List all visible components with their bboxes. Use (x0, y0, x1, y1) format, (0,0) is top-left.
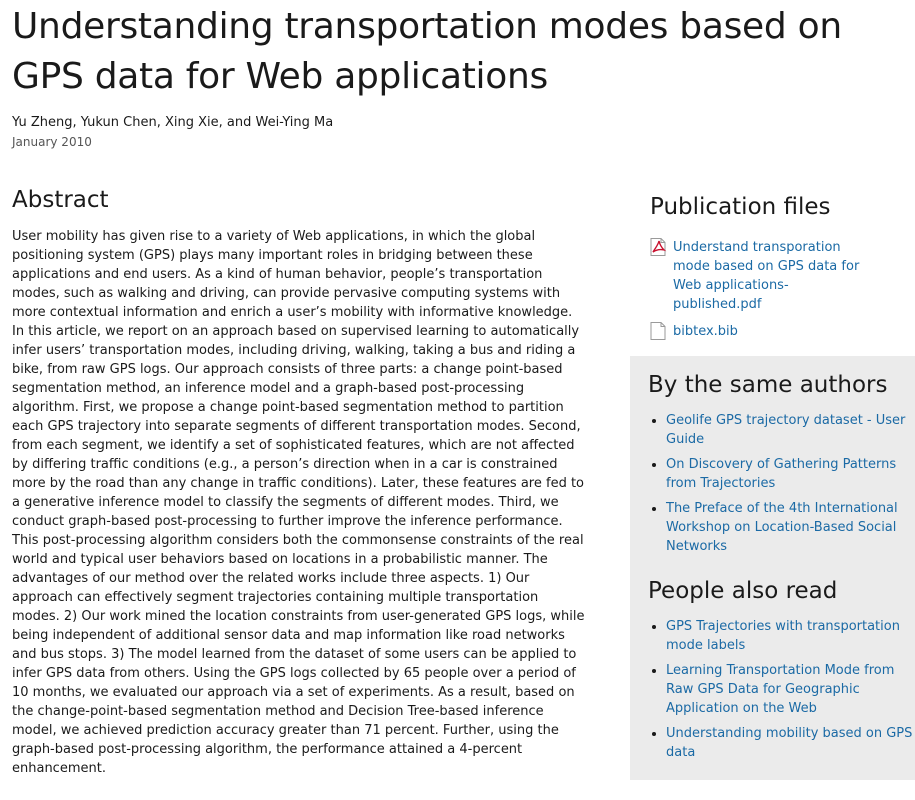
related-link[interactable]: GPS Trajectories with transportation mode labels (666, 619, 900, 653)
pdf-file-icon (650, 238, 673, 256)
related-link[interactable]: On Discovery of Gathering Patterns from Trajectories (666, 457, 897, 491)
list-item (666, 661, 915, 718)
author-list: Yu Zheng, Yukun Chen, Xing Xie, and Wei-Ying Ma (12, 115, 334, 130)
list-item (666, 411, 915, 449)
related-panel (630, 356, 915, 780)
abstract-text: User mobility has given rise to a variety of Web applications, in which the global positioning system (GPS) plays many important roles in bridging between these applications and end users. As a kind of human behavior, people’s transportation modes, such as walking and driving, can provide pervasive computing systems with more contextual information and enrich a user’s mobility with informative knowledge. In this article, we report on an approach based on supervised learning to automatically infer users’ transportation modes, including driving, walking, taking a bus and riding a bike, from raw GPS logs. Our approach consists of three parts: a change point-based segmentation method, an inference model and a graph-based post-processing algorithm. First, we propose a change point-based segmentation method to partition each GPS trajectory into separate segments of different transportation modes. Second, from each segment, we identify a set of sophisticated features, which are not affected by differing traffic conditions (e.g., a person’s direction when in a car is constrained more by the road than any change in traffic conditions). Later, these features are fed to a generative inference model to classify the segments of different modes. Third, we conduct graph-based post-processing to further improve the inference performance. This post-processing algorithm considers both the commonsense constraints of the real world and typical user behaviors based on locations in a probabilistic manner. The advantages of our method over the related works include three aspects. 1) Our approach can effectively segment trajectories containing multiple transportation modes. 2) Our work mined the location constraints from user-generated GPS logs, while being independent of additional sensor data and map information like road networks and bus stops. 3) The model learned from the dataset of some users can be applied to infer GPS data from others. Using the GPS logs collected by 65 people over a period of 10 months, we evaluated our approach via a set of experiments. As a result, based on the change-point-based segmentation method and Decision Tree-based inference model, we achieved prediction accuracy greater than 71 percent. Further, using the graph-based post-processing algorithm, the performance attained a 4-percent enhancement. (12, 229, 585, 776)
file-link-pdf[interactable]: Understand transporation mode based on GPS data for Web applications-published.pdf (673, 240, 860, 312)
related-link[interactable]: Understanding mobility based on GPS data (666, 726, 913, 760)
list-item (666, 724, 915, 762)
page-title: Understanding transportation modes based on GPS data for Web applications (12, 6, 842, 97)
people-also-read-heading: People also read (648, 578, 838, 604)
publication-files-section (650, 190, 900, 349)
abstract-heading: Abstract (12, 187, 109, 213)
publication-files-heading: Publication files (650, 194, 831, 220)
list-item (666, 499, 915, 556)
related-link[interactable]: Learning Transportation Mode from Raw GPS Data for Geographic Application on the Web (666, 663, 895, 716)
file-link-bib[interactable]: bibtex.bib (673, 324, 738, 339)
related-link[interactable]: The Preface of the 4th International Workshop on Location-Based Social Networks (666, 501, 898, 554)
file-row-pdf (650, 238, 900, 314)
same-authors-heading: By the same authors (648, 372, 888, 398)
publication-date: January 2010 (12, 135, 92, 149)
same-authors-list (648, 411, 915, 562)
list-item (666, 617, 915, 655)
document-file-icon (650, 322, 673, 340)
file-row-bib (650, 322, 900, 341)
people-also-read-list (648, 617, 915, 768)
list-item (666, 455, 915, 493)
related-link[interactable]: Geolife GPS trajectory dataset - User Guide (666, 413, 906, 447)
